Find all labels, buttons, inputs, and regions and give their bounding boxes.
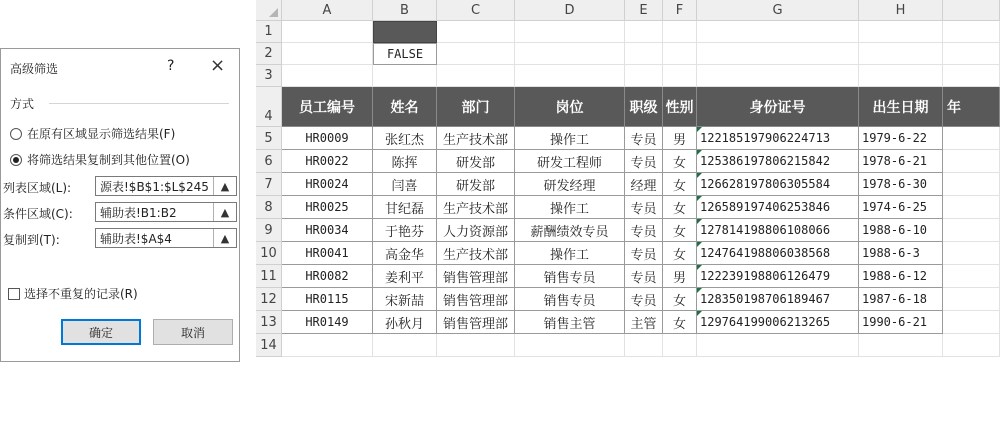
table-cell[interactable]: 生产技术部: [437, 242, 515, 265]
help-button[interactable]: ?: [167, 58, 175, 74]
grid-cell[interactable]: [515, 43, 625, 65]
table-cell[interactable]: 研发经理: [515, 173, 625, 196]
spreadsheet-grid: [256, 0, 1000, 430]
advanced-filter-dialog: [0, 48, 240, 362]
grid-cell[interactable]: [625, 43, 663, 65]
grid-cell[interactable]: [943, 127, 1000, 150]
column-header-g[interactable]: G: [697, 0, 859, 21]
grid-cell[interactable]: [859, 43, 943, 65]
table-cell[interactable]: HR0024: [282, 173, 373, 196]
copy-to-label: 复制到(T):: [3, 233, 60, 247]
grid-cell[interactable]: [282, 65, 373, 87]
table-cell[interactable]: 1978-6-21: [859, 150, 943, 173]
table-cell[interactable]: 男: [663, 265, 697, 288]
grid-cell[interactable]: [625, 334, 663, 357]
grid-cell[interactable]: [943, 21, 1000, 43]
table-header-cell[interactable]: 出生日期: [859, 87, 943, 127]
table-cell[interactable]: 1988-6-12: [859, 265, 943, 288]
table-cell[interactable]: HR0041: [282, 242, 373, 265]
table-cell[interactable]: 1974-6-25: [859, 196, 943, 219]
list-range-label: 列表区域(L):: [3, 181, 72, 195]
radio-button[interactable]: [10, 128, 22, 140]
grid-cell[interactable]: [943, 43, 1000, 65]
table-cell[interactable]: 女: [663, 173, 697, 196]
row-header-1[interactable]: 1: [256, 21, 282, 43]
table-header-cell[interactable]: 身份证号: [697, 87, 859, 127]
table-cell[interactable]: HR0082: [282, 265, 373, 288]
grid-cell[interactable]: [515, 65, 625, 87]
criteria-range-field[interactable]: [95, 202, 237, 222]
table-cell[interactable]: 122239198806126479: [697, 265, 859, 288]
column-header-d[interactable]: D: [515, 0, 625, 21]
grid-cell[interactable]: [859, 334, 943, 357]
grid-cell[interactable]: [282, 334, 373, 357]
grid-cell[interactable]: [943, 334, 1000, 357]
row-header-7[interactable]: 7: [256, 173, 282, 196]
table-cell[interactable]: 姜利平: [373, 265, 437, 288]
table-cell[interactable]: 张红杰: [373, 127, 437, 150]
table-header-cell[interactable]: 性别: [663, 87, 697, 127]
table-cell[interactable]: 女: [663, 196, 697, 219]
column-header-h[interactable]: H: [859, 0, 943, 21]
row-header-10[interactable]: 10: [256, 242, 282, 265]
cell-b2[interactable]: FALSE: [373, 43, 437, 65]
radio-label: 在原有区域显示筛选结果(F): [27, 127, 176, 141]
ok-button[interactable]: 确定: [61, 319, 141, 345]
table-header-cell[interactable]: 姓名: [373, 87, 437, 127]
row-header-3[interactable]: 3: [256, 65, 282, 87]
cancel-button[interactable]: 取消: [153, 319, 233, 345]
table-cell[interactable]: 销售管理部: [437, 311, 515, 334]
table-cell[interactable]: 销售专员: [515, 265, 625, 288]
copy-to-field[interactable]: [95, 228, 237, 248]
table-cell[interactable]: 122185197906224713: [697, 127, 859, 150]
table-cell[interactable]: 陈挥: [373, 150, 437, 173]
copy-to-value[interactable]: 辅助表!$A$4: [100, 231, 172, 246]
table-cell[interactable]: 操作工: [515, 242, 625, 265]
grid-cell[interactable]: [515, 21, 625, 43]
table-cell[interactable]: 女: [663, 288, 697, 311]
cell-b1[interactable]: [373, 21, 437, 43]
close-button[interactable]: ×: [210, 55, 226, 76]
table-cell[interactable]: 127814198806108066: [697, 219, 859, 242]
table-cell[interactable]: HR0115: [282, 288, 373, 311]
table-cell[interactable]: 专员: [625, 242, 663, 265]
row-header-12[interactable]: 12: [256, 288, 282, 311]
table-cell[interactable]: 126628197806305584: [697, 173, 859, 196]
table-cell[interactable]: 1988-6-10: [859, 219, 943, 242]
grid-cell[interactable]: [437, 65, 515, 87]
table-header-cell[interactable]: 员工编号: [282, 87, 373, 127]
list-range-value[interactable]: 源表!$B$1:$L$245: [100, 179, 209, 194]
radio-label: 将筛选结果复制到其他位置(O): [27, 153, 190, 167]
table-cell[interactable]: 研发部: [437, 150, 515, 173]
grid-cell[interactable]: [515, 334, 625, 357]
row-header-4[interactable]: 4: [256, 87, 282, 127]
table-cell[interactable]: 专员: [625, 150, 663, 173]
column-header-b[interactable]: B: [373, 0, 437, 21]
column-header-partial[interactable]: [943, 0, 1000, 21]
table-cell[interactable]: 销售主管: [515, 311, 625, 334]
grid-cell[interactable]: [943, 242, 1000, 265]
table-cell[interactable]: 1979-6-22: [859, 127, 943, 150]
dialog-titlebar: [1, 49, 239, 85]
table-cell[interactable]: 128350198706189467: [697, 288, 859, 311]
table-cell[interactable]: HR0149: [282, 311, 373, 334]
table-cell[interactable]: 操作工: [515, 196, 625, 219]
row-header-6[interactable]: 6: [256, 150, 282, 173]
table-cell[interactable]: 甘纪磊: [373, 196, 437, 219]
list-range-field[interactable]: [95, 176, 237, 196]
grid-cell[interactable]: [943, 150, 1000, 173]
row-header-14[interactable]: 14: [256, 334, 282, 357]
row-header-11[interactable]: 11: [256, 265, 282, 288]
table-cell[interactable]: 生产技术部: [437, 127, 515, 150]
table-cell[interactable]: 专员: [625, 219, 663, 242]
range-select-icon[interactable]: ▲: [213, 229, 236, 247]
table-cell[interactable]: HR0034: [282, 219, 373, 242]
radio-button-selected[interactable]: [10, 154, 22, 166]
grid-cell[interactable]: [697, 43, 859, 65]
grid-cell[interactable]: [697, 65, 859, 87]
select-all-triangle-icon: [269, 8, 278, 17]
grid-cell[interactable]: [943, 219, 1000, 242]
table-cell[interactable]: 专员: [625, 196, 663, 219]
table-cell[interactable]: HR0025: [282, 196, 373, 219]
column-header-a[interactable]: A: [282, 0, 373, 21]
grid-cell[interactable]: [859, 65, 943, 87]
table-header-cell[interactable]: 职级: [625, 87, 663, 127]
group-divider: [49, 103, 229, 104]
table-header-cell[interactable]: 年: [943, 87, 1000, 127]
row-header-2[interactable]: 2: [256, 43, 282, 65]
table-cell[interactable]: 宋新喆: [373, 288, 437, 311]
checkbox-label: 选择不重复的记录(R): [24, 287, 138, 301]
table-cell[interactable]: 女: [663, 150, 697, 173]
grid-cell[interactable]: [663, 334, 697, 357]
radio-filter-in-place[interactable]: [10, 125, 175, 142]
table-cell[interactable]: HR0009: [282, 127, 373, 150]
row-header-5[interactable]: 5: [256, 127, 282, 150]
table-cell[interactable]: 专员: [625, 288, 663, 311]
table-header-cell[interactable]: 岗位: [515, 87, 625, 127]
table-cell[interactable]: 销售专员: [515, 288, 625, 311]
table-cell[interactable]: 126589197406253846: [697, 196, 859, 219]
table-cell[interactable]: 研发部: [437, 173, 515, 196]
grid-cell[interactable]: [943, 65, 1000, 87]
table-cell[interactable]: 125386197806215842: [697, 150, 859, 173]
table-cell[interactable]: 124764198806038568: [697, 242, 859, 265]
table-cell[interactable]: 女: [663, 219, 697, 242]
dialog-title: 高级筛选: [10, 62, 59, 76]
grid-cell[interactable]: [625, 21, 663, 43]
unique-records-checkbox[interactable]: [8, 285, 138, 302]
table-cell[interactable]: 高金华: [373, 242, 437, 265]
table-cell[interactable]: 1987-6-18: [859, 288, 943, 311]
grid-cell[interactable]: [625, 65, 663, 87]
select-all-corner[interactable]: [256, 0, 282, 21]
table-cell[interactable]: 主管: [625, 311, 663, 334]
grid-cell[interactable]: [943, 288, 1000, 311]
grid-cell[interactable]: [663, 65, 697, 87]
criteria-range-label: 条件区域(C):: [3, 207, 73, 221]
row-header-13[interactable]: 13: [256, 311, 282, 334]
column-header-e[interactable]: E: [625, 0, 663, 21]
grid-cell[interactable]: [697, 334, 859, 357]
table-cell[interactable]: 人力资源部: [437, 219, 515, 242]
range-select-icon[interactable]: ▲: [213, 203, 236, 221]
table-cell[interactable]: 生产技术部: [437, 196, 515, 219]
grid-cell[interactable]: [697, 21, 859, 43]
grid-cell[interactable]: [437, 334, 515, 357]
table-cell[interactable]: 1978-6-30: [859, 173, 943, 196]
table-cell[interactable]: 研发工程师: [515, 150, 625, 173]
table-cell[interactable]: 孙秋月: [373, 311, 437, 334]
table-cell[interactable]: 1988-6-3: [859, 242, 943, 265]
grid-cell[interactable]: [859, 21, 943, 43]
table-cell[interactable]: 女: [663, 311, 697, 334]
grid-cell[interactable]: [663, 43, 697, 65]
table-cell[interactable]: 闫喜: [373, 173, 437, 196]
table-cell[interactable]: 男: [663, 127, 697, 150]
table-cell[interactable]: 129764199006213265: [697, 311, 859, 334]
radio-copy-to-location[interactable]: [10, 151, 190, 168]
grid-cell[interactable]: [282, 43, 373, 65]
grid-cell[interactable]: [437, 21, 515, 43]
grid-cell[interactable]: [663, 21, 697, 43]
grid-cell[interactable]: [943, 173, 1000, 196]
table-cell[interactable]: HR0022: [282, 150, 373, 173]
table-cell[interactable]: 专员: [625, 127, 663, 150]
range-select-icon[interactable]: ▲: [213, 177, 236, 195]
table-cell[interactable]: 销售管理部: [437, 288, 515, 311]
table-cell[interactable]: 销售管理部: [437, 265, 515, 288]
grid-cell[interactable]: [943, 196, 1000, 219]
grid-cell[interactable]: [943, 265, 1000, 288]
table-cell[interactable]: 薪酬绩效专员: [515, 219, 625, 242]
criteria-range-value[interactable]: 辅助表!B1:B2: [100, 205, 177, 220]
mode-group-label: 方式: [10, 97, 35, 111]
grid-cell[interactable]: [943, 311, 1000, 334]
checkbox-box[interactable]: [8, 288, 20, 300]
grid-cell[interactable]: [437, 43, 515, 65]
grid-cell[interactable]: [373, 334, 437, 357]
table-cell[interactable]: 专员: [625, 265, 663, 288]
row-header-8[interactable]: 8: [256, 196, 282, 219]
grid-cell[interactable]: [282, 21, 373, 43]
table-header-cell[interactable]: 部门: [437, 87, 515, 127]
column-header-c[interactable]: C: [437, 0, 515, 21]
table-cell[interactable]: 女: [663, 242, 697, 265]
table-cell[interactable]: 1990-6-21: [859, 311, 943, 334]
grid-cell[interactable]: [373, 65, 437, 87]
table-cell[interactable]: 操作工: [515, 127, 625, 150]
row-header-9[interactable]: 9: [256, 219, 282, 242]
column-header-f[interactable]: F: [663, 0, 697, 21]
table-cell[interactable]: 经理: [625, 173, 663, 196]
table-cell[interactable]: 于艳芬: [373, 219, 437, 242]
